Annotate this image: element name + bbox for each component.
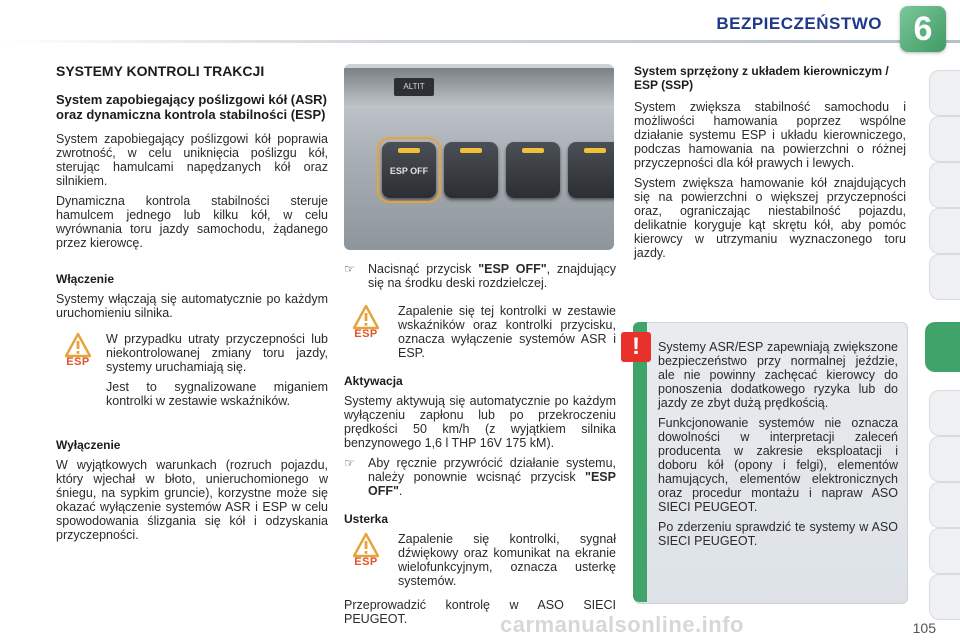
header-divider <box>0 40 960 43</box>
activation-text: Systemy aktywują się automatycznie po każdym wyłączeniu zapłonu lub po przekroczeniu prędkości 50 km/h (z wyjątkiem silnika benzynowego 1,6 l THP 16V 175 kM). <box>344 394 616 450</box>
photo-altit-button: ALTIT <box>394 78 434 96</box>
activation-heading: Aktywacja <box>344 374 403 388</box>
failure-heading: Usterka <box>344 512 389 526</box>
on-text: Systemy włączają się automatycznie po każdym uruchomieniu silnika. <box>56 292 328 320</box>
warning-note <box>344 304 616 366</box>
button-lamp <box>584 148 606 153</box>
chapter-number: 6 <box>900 6 946 52</box>
right-column <box>634 64 906 266</box>
chapter-tab-active[interactable] <box>925 322 960 372</box>
chapter-tab[interactable] <box>929 254 960 300</box>
esp-off-button <box>382 142 436 198</box>
esp-label: ESP <box>66 356 90 368</box>
ssp-paragraph: System zwiększa stabilność samochodu i możliwości hamowania poprzez wspólne działanie systemu ESP i układu kierowniczego, podczas hamowania na powierzchni o różnej przyczepności dla kół prawych i lewych. <box>634 100 906 170</box>
ssp-heading: System sprzężony z układem kierowniczym / ESP (SSP) <box>634 64 889 92</box>
button-lamp <box>460 148 482 153</box>
warning-text: Zapalenie się kontrolki, sygnał dźwiękowy oraz komunikat na ekranie wielofunkcyjnym, oznacza usterkę systemów. <box>398 532 616 588</box>
instruction-bullet <box>344 456 616 504</box>
off-text: W wyjątkowych warunkach (rozruch pojazdu, który wjechał w błoto, unieruchomionego w śniegu, na sypkim gruncie), korzystne może się okazać wyłączenie systemów ASR i ESP w celu spowodowania ślizgania się kół i odzyskania przyczepności. <box>56 458 328 542</box>
instruction-text: Nacisnąć przycisk "ESP OFF", znajdujący się na środku deski rozdzielczej. <box>368 262 616 290</box>
intro-paragraph: System zapobiegający poślizgowi kół poprawia zwrotność, w celu uniknięcia poślizgu kół, sterując hamulcami napędzanych kół oraz silnikiem. <box>56 132 328 188</box>
chapter-tab[interactable] <box>929 390 960 436</box>
chapter-tab[interactable] <box>929 574 960 620</box>
note-paragraph: Po zderzeniu sprawdzić te systemy w ASO SIECI PEUGEOT. <box>658 520 898 548</box>
esp-label: ESP <box>354 328 378 340</box>
note-paragraph: Systemy ASR/ESP zapewniają zwiększone bezpieczeństwo przy normalnej jeździe, ale nie powinny zachęcać kierowcy do ponoszenia dodatkowego ryzyka lub do jazdy ze zbyt dużą prędkością. <box>658 340 898 410</box>
dash-button <box>568 142 614 198</box>
esp-label: ESP <box>354 556 378 568</box>
note-accent-bar <box>633 322 647 602</box>
middle-column <box>344 64 616 632</box>
note-paragraph: Funkcjonowanie systemów nie oznacza dowolności w interpretacji zaleceń producenta w zakresie eksploatacji i doboru kół (opony i felgi), elementów hamujących, elementów elektronicznych oraz procedur montażu i napraw ASO SIECI PEUGEOT. <box>658 416 898 514</box>
chapter-tab[interactable] <box>929 70 960 116</box>
pointing-hand-icon: ☞ <box>344 456 355 470</box>
asr-esp-heading: System zapobiegający poślizgowi kół (ASR) oraz dynamiczna kontrola stabilności (ESP) <box>56 92 327 122</box>
button-glyph: ESP OFF <box>389 166 429 176</box>
exclamation-icon: ! <box>621 332 651 362</box>
button-lamp <box>522 148 544 153</box>
warning-lamp <box>344 304 388 366</box>
page-number: 105 <box>912 620 936 636</box>
chapter-tab[interactable] <box>929 116 960 162</box>
warning-text: Zapalenie się tej kontrolki w zestawie wskaźników oraz kontrolki przycisku, oznacza wyłączenie systemów ASR i ESP. <box>398 304 616 360</box>
on-heading: Włączenie <box>56 272 115 286</box>
ssp-paragraph: System zwiększa hamowanie kół znajdujących się na powierzchni o większej przyczepności oraz, ograniczając niestabilność pojazdu, delikatnie koryguje kąt skrętu kół, aby pomóc kierowcy w utrzymaniu wyznaczonego toru jazdy. <box>634 176 906 260</box>
warning-note <box>344 532 616 594</box>
dash-button <box>444 142 498 198</box>
note-text <box>658 340 898 554</box>
pointing-hand-icon: ☞ <box>344 262 355 276</box>
warning-lamp <box>344 532 388 594</box>
section-title: SYSTEMY KONTROLI TRAKCJI <box>56 63 265 79</box>
off-heading: Wyłączenie <box>56 438 121 452</box>
failure-text: Przeprowadzić kontrolę w ASO SIECI PEUGEOT. <box>344 598 616 626</box>
chapter-tab[interactable] <box>929 436 960 482</box>
chapter-tab[interactable] <box>929 528 960 574</box>
watermark: carmanualsonline.info <box>500 612 744 637</box>
dashboard-photo <box>344 64 614 250</box>
chapter-tab[interactable] <box>929 482 960 528</box>
button-lamp <box>398 148 420 153</box>
warning-text: W przypadku utraty przyczepności lub niekontrolowanej zmiany toru jazdy, systemy uruchamiają się. <box>106 332 328 374</box>
warning-text: Jest to sygnalizowane miganiem kontrolki w zestawie wskaźników. <box>106 380 328 408</box>
chapter-tab[interactable] <box>929 162 960 208</box>
instruction-text: Aby ręcznie przywrócić działanie systemu, należy ponownie wcisnąć przycisk "ESP OFF". <box>368 456 616 498</box>
chapter-tab[interactable] <box>929 208 960 254</box>
page-title: BEZPIECZEŃSTWO <box>716 14 882 33</box>
photo-strip <box>344 68 614 108</box>
warning-lamp <box>56 332 100 414</box>
instruction-bullet <box>344 262 616 296</box>
chapter-tabs <box>926 70 960 630</box>
dash-button <box>506 142 560 198</box>
warning-note <box>56 332 328 414</box>
left-column <box>56 64 328 548</box>
intro-paragraph: Dynamiczna kontrola stabilności steruje hamulcem jednego lub kilku kół, w celu wyrównania toru jazdy samochodu, żądanego przez kierowcę. <box>56 194 328 250</box>
